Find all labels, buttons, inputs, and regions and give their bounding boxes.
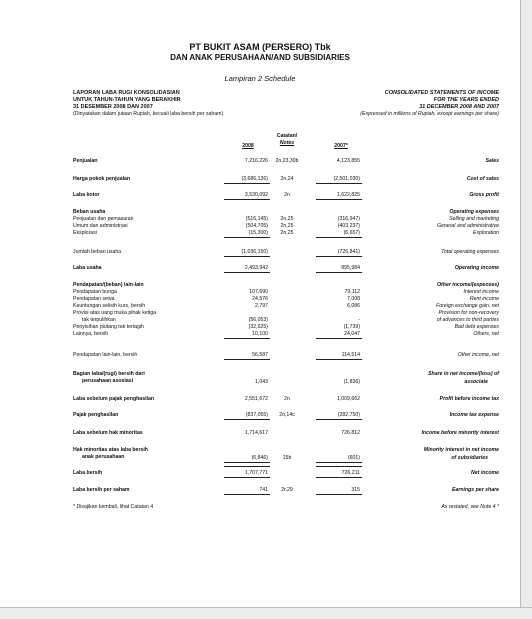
row-assoc-2008: 1,043 bbox=[255, 379, 268, 385]
row-provision-2007: - bbox=[358, 317, 360, 323]
row-opex-head-en: Operating expenses bbox=[449, 209, 499, 215]
row-provision-label-2: tak terpulihkan bbox=[82, 317, 116, 323]
row-eps-en: Earnings per share bbox=[452, 487, 499, 493]
row-sales-note: 2n,23,30b bbox=[275, 158, 299, 164]
row-sales-en: Sales bbox=[485, 158, 499, 164]
underline-tax-2008 bbox=[224, 419, 270, 420]
underline-net-income-2008 bbox=[224, 477, 270, 478]
col-2008-header: 2008 bbox=[242, 143, 254, 149]
row-other-net-2008: 56,587 bbox=[252, 352, 268, 358]
row-interest-en: Interest income bbox=[463, 289, 499, 295]
row-bad-debt-2007: (1,739) bbox=[343, 324, 360, 330]
right-heading-2: FOR THE YEARS ENDED bbox=[433, 97, 499, 103]
row-minority-2007: (601) bbox=[347, 455, 360, 461]
row-exploration-en: Exploration bbox=[473, 230, 499, 236]
row-gross-2008: 3,530,092 bbox=[244, 192, 268, 198]
row-pre-minority-label: Laba sebelum hak minoritas bbox=[73, 430, 143, 436]
row-net-income-en: Net income bbox=[471, 470, 499, 476]
underline-op-income-2007 bbox=[316, 272, 362, 273]
row-ga-2008: (504,705) bbox=[245, 223, 268, 229]
row-exploration-2008: (15,300) bbox=[248, 230, 268, 236]
row-pbt-label: Laba sebelum pajak penghasilan bbox=[73, 396, 155, 402]
row-gross-note: 2n bbox=[284, 192, 290, 198]
row-others-label: Lainnya, bersih bbox=[73, 331, 109, 337]
notes-header-bottom: Notes bbox=[279, 140, 295, 146]
row-minority-note: 15b bbox=[282, 455, 292, 461]
footnote-en: As restated, see Note 4 * bbox=[441, 504, 499, 510]
row-others-en: Others, net bbox=[473, 331, 499, 337]
row-other-net-label: Pendapatan lain-lain, bersih bbox=[73, 352, 138, 358]
underline-exploration-2007 bbox=[316, 237, 362, 238]
left-heading-3: 31 DESEMBER 2008 DAN 2007 bbox=[73, 104, 153, 110]
row-rent-2007: 7,008 bbox=[347, 296, 360, 302]
row-minority-label-2: anak perusahaan bbox=[82, 454, 125, 460]
row-fx-2008: 2,797 bbox=[255, 303, 268, 309]
row-minority-2008: (6,846) bbox=[251, 455, 268, 461]
row-sales-2007: 4,123,855 bbox=[336, 158, 360, 164]
row-selling-note: 2n,25 bbox=[280, 216, 294, 222]
underline-minority-2007 bbox=[316, 462, 362, 463]
underline-gross-2008 bbox=[224, 199, 270, 200]
row-interest-2007: 79,112 bbox=[344, 289, 360, 295]
row-eps-2008: 741 bbox=[259, 487, 268, 493]
row-provision-label-1: Provisi atas uang muka pihak ketiga bbox=[73, 310, 157, 316]
row-net-income-label: Laba bersih bbox=[73, 470, 103, 476]
row-gross-label: Laba kotor bbox=[73, 192, 100, 198]
row-fx-label: Keuntungan selisih kurs, bersih bbox=[73, 303, 146, 309]
row-bad-debt-en: Bad debt expenses bbox=[454, 324, 499, 330]
row-exploration-label: Eksplorasi bbox=[73, 230, 97, 236]
row-cogs-label: Harga pokok penjualan bbox=[73, 176, 131, 182]
row-gross-2007: 1,622,825 bbox=[336, 192, 360, 198]
row-minority-en-1: Minority interest in net income bbox=[423, 447, 499, 453]
row-op-income-label: Laba usaha bbox=[73, 265, 102, 271]
row-ga-en: General and administrative bbox=[437, 223, 499, 229]
row-interest-label: Pendapatan bunga bbox=[73, 289, 117, 295]
row-tax-note: 2o,14c bbox=[279, 412, 295, 418]
row-op-income-2008: 2,493,942 bbox=[244, 265, 268, 271]
row-provision-en-2: of advances to third parties bbox=[436, 317, 499, 323]
row-bad-debt-2008: (32,625) bbox=[248, 324, 268, 330]
row-sales-2008: 7,216,226 bbox=[244, 158, 268, 164]
row-assoc-2007: (1,836) bbox=[343, 379, 360, 385]
underline-exploration-2008 bbox=[224, 237, 270, 238]
row-tax-en: Income tax expense bbox=[449, 412, 499, 418]
row-op-income-en: Operating income bbox=[454, 265, 499, 271]
row-cogs-2007: (2,501,030) bbox=[333, 176, 360, 182]
row-provision-en-1: Provision for non-recovery bbox=[438, 310, 499, 316]
row-fx-2007: 6,086 bbox=[347, 303, 360, 309]
row-others-2007: 24,047 bbox=[344, 331, 360, 337]
underline-cogs-2008 bbox=[224, 183, 270, 184]
row-other-head-en: Other income/(expenses) bbox=[437, 282, 499, 288]
row-selling-label: Penjualan dan pemasaran bbox=[73, 216, 134, 222]
company-title: PT BUKIT ASAM (PERSERO) Tbk bbox=[189, 42, 331, 52]
underline-total-opex-2007 bbox=[316, 256, 362, 257]
row-tax-label: Pajak penghasilan bbox=[73, 412, 119, 418]
underline-other-net-2007 bbox=[316, 359, 362, 360]
row-other-net-2007: 114,514 bbox=[341, 352, 360, 358]
row-pbt-note: 2n bbox=[284, 396, 290, 402]
left-heading-4: (Dinyatakan dalam jutaan Rupiah, kecuali laba bersih per saham) bbox=[73, 111, 224, 117]
row-total-opex-2008: (1,036,150) bbox=[241, 249, 268, 255]
row-cogs-note: 2n,24 bbox=[280, 176, 294, 182]
row-assoc-label-2: perusahaan asosiasi bbox=[82, 378, 134, 384]
topline-net-income-2008 bbox=[224, 466, 270, 467]
underline-cogs-2007 bbox=[316, 183, 362, 184]
row-provision-2008: (56,053) bbox=[248, 317, 268, 323]
underline-total-opex-2008 bbox=[224, 256, 270, 257]
row-cogs-en: Cost of sales bbox=[466, 176, 499, 182]
row-assoc-en-1: Share in net income/(loss) of bbox=[428, 371, 499, 377]
row-ga-label: Umum dan administrasi bbox=[73, 223, 128, 229]
subsidiaries-title: DAN ANAK PERUSAHAAN/AND SUBSIDIARIES bbox=[170, 53, 350, 62]
row-pre-minority-2008: 1,714,617 bbox=[244, 430, 268, 436]
underline-other-net-2008 bbox=[224, 359, 270, 360]
left-heading-1: LAPORAN LABA RUGI KONSOLIDASIAN bbox=[73, 90, 180, 96]
row-eps-label: Laba bersih per saham bbox=[73, 487, 130, 493]
row-sales-label: Penjualan bbox=[73, 158, 98, 164]
footnote-id: * Disajikan kembali, lihat Catatan 4 bbox=[73, 504, 154, 510]
row-net-income-2007: 726,211 bbox=[341, 470, 360, 476]
row-other-head-label: Pendapatan/(beban) lain-lain bbox=[73, 282, 144, 288]
underline-eps-2007 bbox=[316, 494, 362, 495]
underline-op-income-2008 bbox=[224, 272, 270, 273]
row-total-opex-en: Total operating expenses bbox=[441, 249, 499, 255]
row-exploration-note: 2n,25 bbox=[280, 230, 294, 236]
row-assoc-en-2: associate bbox=[464, 379, 488, 385]
underline-net-income-2007 bbox=[316, 477, 362, 478]
row-minority-label-1: Hak minoritas atas laba bersih bbox=[73, 447, 148, 453]
underline-eps-2008 bbox=[224, 494, 270, 495]
row-eps-note: 2r,29 bbox=[281, 487, 293, 493]
underline-others-2007 bbox=[316, 338, 362, 339]
underline-others-2008 bbox=[224, 338, 270, 339]
col-2007-header: 2007* bbox=[334, 143, 348, 149]
right-heading-4: (Expressed in millions of Rupiah, except earnings per share) bbox=[360, 111, 499, 117]
row-selling-2007: (316,947) bbox=[337, 216, 360, 222]
row-bad-debt-label: Penyisihan piutang tak tertagih bbox=[73, 324, 144, 330]
row-tax-2007: (282,750) bbox=[337, 412, 360, 418]
row-opex-head-label: Beban usaha bbox=[73, 209, 106, 215]
row-pbt-2007: 1,009,662 bbox=[336, 396, 360, 402]
row-pbt-2008: 2,551,672 bbox=[244, 396, 268, 402]
row-interest-2008: 107,690 bbox=[249, 289, 268, 295]
row-pbt-en: Profit before income tax bbox=[439, 396, 499, 402]
row-exploration-2007: (6,657) bbox=[343, 230, 360, 236]
right-heading-3: 31 DECEMBER 2008 AND 2007 bbox=[419, 104, 499, 110]
row-op-income-2007: 895,984 bbox=[341, 265, 360, 271]
row-others-2008: 10,100 bbox=[252, 331, 268, 337]
topline-net-income-2007 bbox=[316, 466, 362, 467]
row-minority-en-2: of subsidiaries bbox=[451, 455, 488, 461]
underline-tax-2007 bbox=[316, 419, 362, 420]
row-tax-2008: (837,055) bbox=[245, 412, 268, 418]
underline-gross-2007 bbox=[316, 199, 362, 200]
row-rent-en: Rent income bbox=[469, 296, 499, 302]
row-assoc-label-1: Bagian laba/(rugi) bersih dari bbox=[73, 371, 145, 377]
viewer-right-margin bbox=[520, 0, 532, 619]
row-eps-2007: 315 bbox=[351, 487, 360, 493]
row-total-opex-2007: (726,841) bbox=[337, 249, 360, 255]
row-rent-2008: 24,576 bbox=[252, 296, 268, 302]
viewer-bottom-margin bbox=[0, 607, 532, 619]
row-rent-label: Pendapatan sewa bbox=[73, 296, 115, 302]
underline-minority-2008 bbox=[224, 462, 270, 463]
row-pre-minority-2007: 726,812 bbox=[341, 430, 360, 436]
notes-header-top: Catatan/ bbox=[276, 133, 298, 139]
row-selling-en: Selling and marketing bbox=[449, 216, 499, 222]
row-ga-2007: (403,237) bbox=[337, 223, 360, 229]
row-ga-note: 2n,25 bbox=[280, 223, 294, 229]
row-total-opex-label: Jumlah beban usaha bbox=[73, 249, 122, 255]
row-cogs-2008: (3,686,136) bbox=[241, 176, 268, 182]
row-gross-en: Gross profit bbox=[469, 192, 499, 198]
row-selling-2008: (516,145) bbox=[245, 216, 268, 222]
right-heading-1: CONSOLIDATED STATEMENTS OF INCOME bbox=[384, 90, 499, 96]
row-other-net-en: Other income, net bbox=[457, 352, 499, 358]
row-fx-en: Foreign exchange gain, net bbox=[436, 303, 499, 309]
left-heading-2: UNTUK TAHUN-TAHUN YANG BERAKHIR bbox=[73, 97, 181, 103]
row-pre-minority-en: Income before minority interest bbox=[421, 430, 499, 436]
row-net-income-2008: 1,707,771 bbox=[244, 470, 268, 476]
schedule-label: Lampiran 2 Schedule bbox=[224, 74, 296, 83]
